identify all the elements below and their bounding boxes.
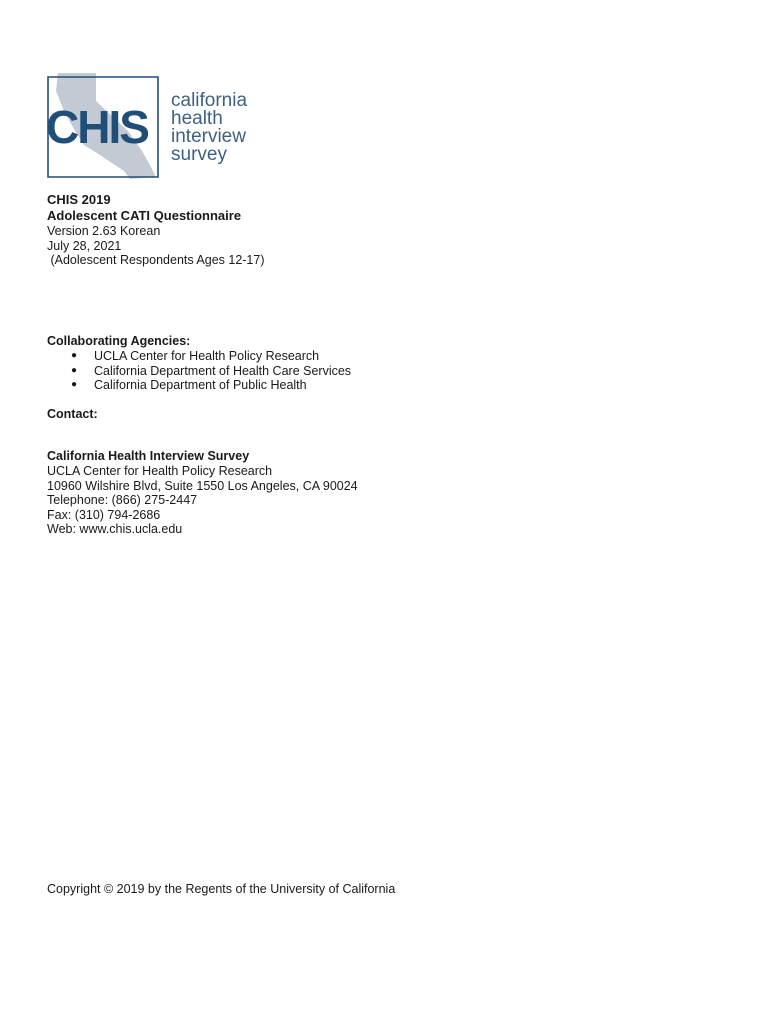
title-block xyxy=(47,192,647,268)
survey-org: UCLA Center for Health Policy Research xyxy=(47,464,273,478)
chis-mark-text: CHIS xyxy=(46,101,148,153)
respondents-text: (Adolescent Respondents Ages 12-17) xyxy=(47,253,265,267)
list-item xyxy=(47,378,647,393)
date-text: July 28, 2021 xyxy=(47,238,122,253)
survey-address: 10960 Wilshire Blvd, Suite 1550 Los Angeles, CA 90024 xyxy=(47,478,358,493)
document-year-title: CHIS 2019 xyxy=(47,192,111,207)
survey-telephone: Telephone: (866) 275-2447 xyxy=(47,493,198,507)
bullet-icon: ● xyxy=(71,379,78,390)
chis-logo xyxy=(46,73,261,179)
survey-fax: Fax: (310) 794-2686 xyxy=(47,507,161,522)
bullet-icon: ● xyxy=(71,350,78,361)
agency-name: UCLA Center for Health Policy Research xyxy=(94,349,320,363)
list-item xyxy=(47,349,647,364)
agency-name: California Department of Health Care Services xyxy=(94,363,352,378)
contact-heading: Contact: xyxy=(47,407,98,421)
agency-name: California Department of Public Health xyxy=(94,378,307,392)
bullet-icon: ● xyxy=(71,364,78,376)
logo-word-survey: survey xyxy=(171,144,227,165)
logo-word-health: health xyxy=(171,108,223,129)
collaborating-agencies xyxy=(47,334,647,393)
survey-web: Web: www.chis.ucla.edu xyxy=(47,522,183,536)
survey-contact-details xyxy=(47,449,647,537)
copyright-notice: Copyright © 2019 by the Regents of the University of California xyxy=(47,882,396,896)
agency-list xyxy=(47,349,647,393)
logo-word-california: california xyxy=(171,90,248,111)
version-text: Version 2.63 Korean xyxy=(47,224,161,238)
logo-word-interview: interview xyxy=(171,126,246,147)
agencies-heading: Collaborating Agencies: xyxy=(47,334,191,348)
document-title: Adolescent CATI Questionnaire xyxy=(47,208,242,223)
list-item xyxy=(47,364,647,379)
contact-section xyxy=(47,407,98,422)
survey-name: California Health Interview Survey xyxy=(47,449,250,463)
